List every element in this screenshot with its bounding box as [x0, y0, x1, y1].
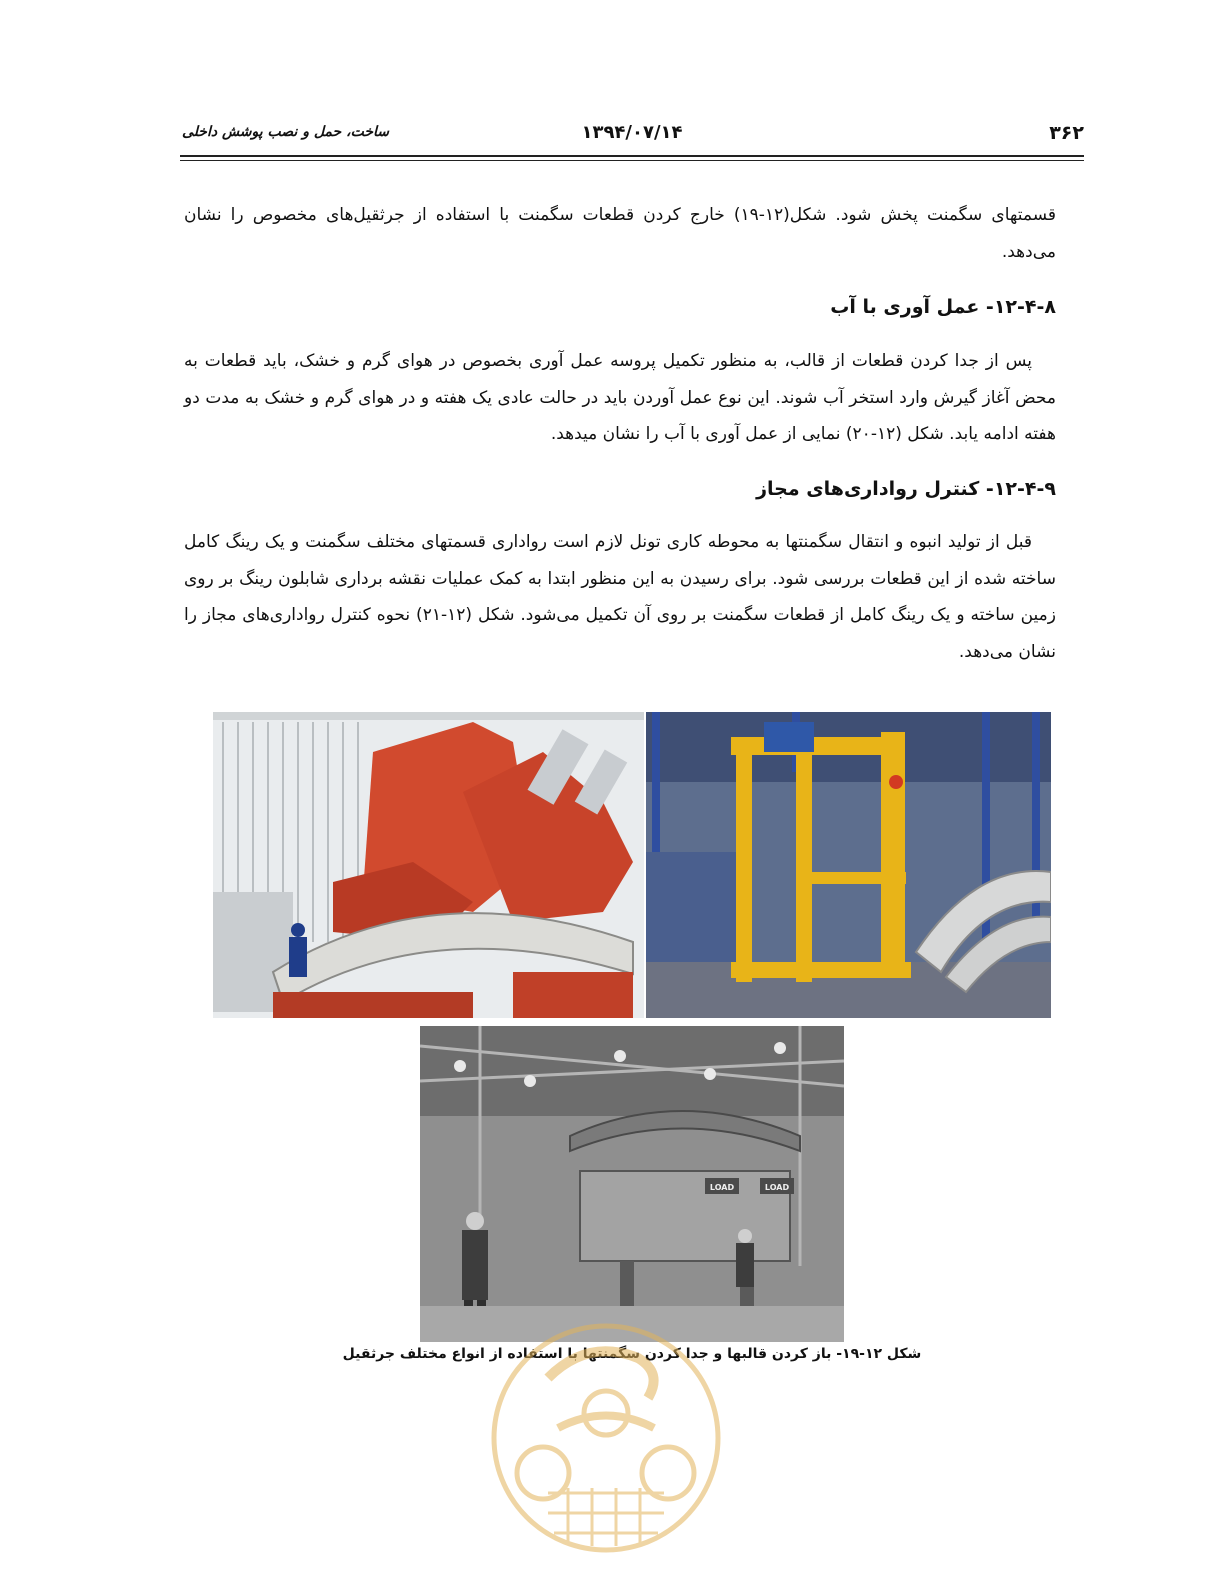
load-sign-left: LOAD: [709, 1183, 735, 1192]
page-header: [180, 118, 1084, 148]
watermark-seal: [488, 1318, 724, 1584]
load-sign-right: LOAD: [764, 1183, 790, 1192]
section-8-heading: ۱۲-۴-۸- عمل آوری با آب: [830, 296, 1056, 318]
section-9-paragraph: قبل از تولید انبوه و انتقال سگمنتها به محوطه کاری تونل لازم است رواداری قسمتهای مختلف سگمنت و یک رینگ کامل ساخته شده از این قطعات بررسی شود. برای رسیدن به این منظور ابتدا به کمک عملیات نقشه برداری شابلون رینگ بر روی زمین ساخته و یک رینگ کامل از قطعات سگمنت بر روی آن تکمیل می‌شود. شکل (۱۲-۲۱) نحوه کنترل رواداری‌های مجاز را نشان می‌دهد.: [184, 532, 1056, 662]
header-date: ۱۳۹۴/۰۷/۱۴: [581, 122, 683, 143]
intro-paragraph: قسمتهای سگمنت پخش شود. شکل(۱۲-۱۹) خارج کردن قطعات سگمنت با استفاده از جرثقیل‌های مخصوص را نشان می‌دهد.: [184, 205, 1056, 262]
book-title: ساخت، حمل و نصب پوشش داخلی: [182, 124, 389, 140]
header-rule-thin: [180, 160, 1084, 161]
page-number: ۳۶۲: [1049, 122, 1084, 144]
photo-factory-crane: [420, 1026, 844, 1342]
photo-yellow-crane: [646, 712, 1051, 1018]
header-rule: [180, 155, 1084, 157]
section-8-paragraph: پس از جدا کردن قطعات از قالب، به منظور تکمیل پروسه عمل آوری بخصوص در هوای گرم و خشک، باید قطعات به محض آغاز گیرش وارد استخر آب شوند. این نوع عمل آوردن باید در حالت عادی یک هفته و در هوای گرم و خشک به مدت دو هفته ادامه یابد. شکل (۱۲-۲۰) نمایی از عمل آوری با آب را نشان میدهد.: [184, 351, 1056, 444]
section-9-heading: ۱۲-۴-۹- کنترل رواداری‌های مجاز: [756, 478, 1056, 500]
photo-red-crane: [213, 712, 644, 1018]
figure-caption: شکل ۱۲-۱۹- باز کردن قالبها و جدا کردن سگمنتها با استفاده از انواع مختلف جرثقیل: [342, 1346, 922, 1362]
